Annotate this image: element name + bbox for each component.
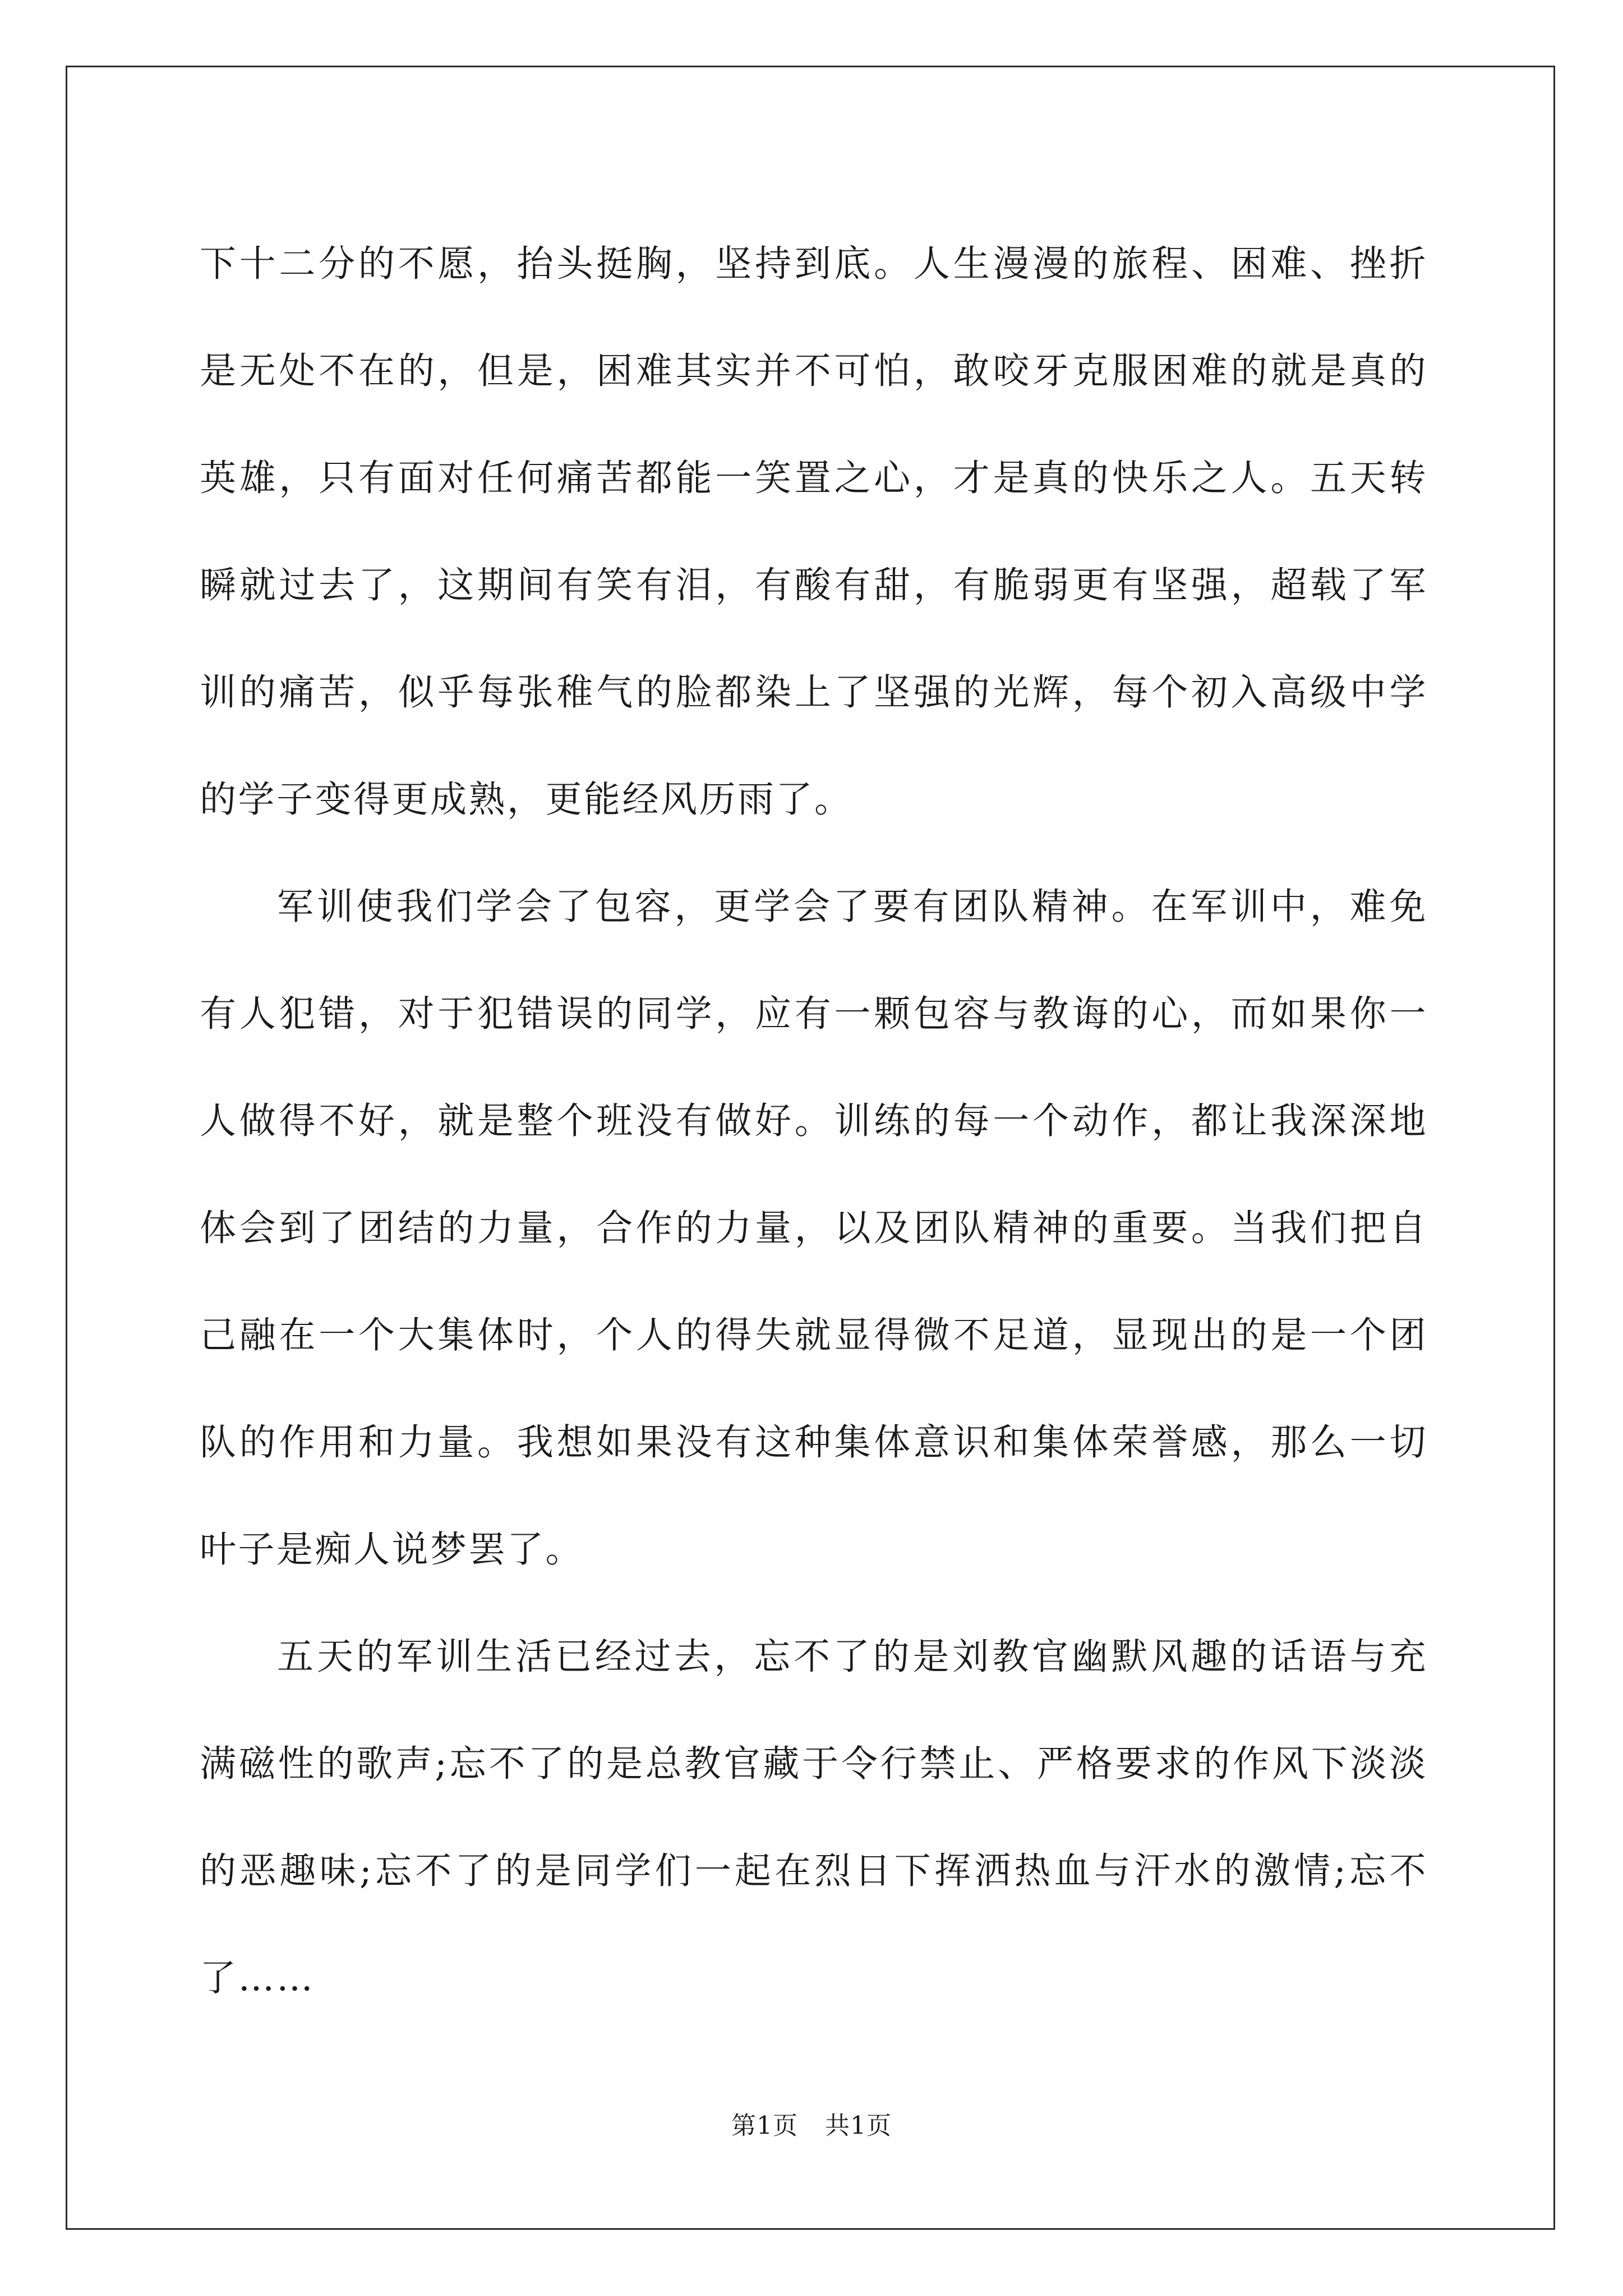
page-number-current: 第1页	[731, 2111, 798, 2140]
page-number-total: 共1页	[825, 2111, 892, 2140]
page-footer	[0, 2109, 1623, 2143]
paragraph-2: 军训使我们学会了包容，更学会了要有团队精神。在军训中，难免有人犯错，对于犯错误的同学，应有一颗包容与教诲的心，而如果你一人做得不好，就是整个班没有做好。训练的每一个动作，都让我深深地体会到了团结的力量，合作的力量，以及团队精神的重要。当我们把自己融在一个大集体时，个人的得失就显得微不足道，显现出的是一个团队的作用和力量。我想如果没有这种集体意识和集体荣誉感，那么一切叶子是痴人说梦罢了。	[200, 886, 1428, 1571]
document-body	[200, 210, 1428, 2032]
paragraph-3: 五天的军训生活已经过去，忘不了的是刘教官幽默风趣的话语与充满磁性的歌声;忘不了的是总教官藏于令行禁止、严格要求的作风下淡淡的恶趣味;忘不了的是同学们一起在烈日下挥洒热血与汗水的激情;忘不了……	[200, 1636, 1428, 1999]
paragraph-1: 下十二分的不愿，抬头挺胸，坚持到底。人生漫漫的旅程、困难、挫折是无处不在的，但是，困难其实并不可怕，敢咬牙克服困难的就是真的英雄，只有面对任何痛苦都能一笑置之心，才是真的快乐之人。五天转瞬就过去了，这期间有笑有泪，有酸有甜，有脆弱更有坚强，超载了军训的痛苦，似乎每张稚气的脸都染上了坚强的光辉，每个初入高级中学的学子变得更成熟，更能经风历雨了。	[200, 243, 1428, 821]
